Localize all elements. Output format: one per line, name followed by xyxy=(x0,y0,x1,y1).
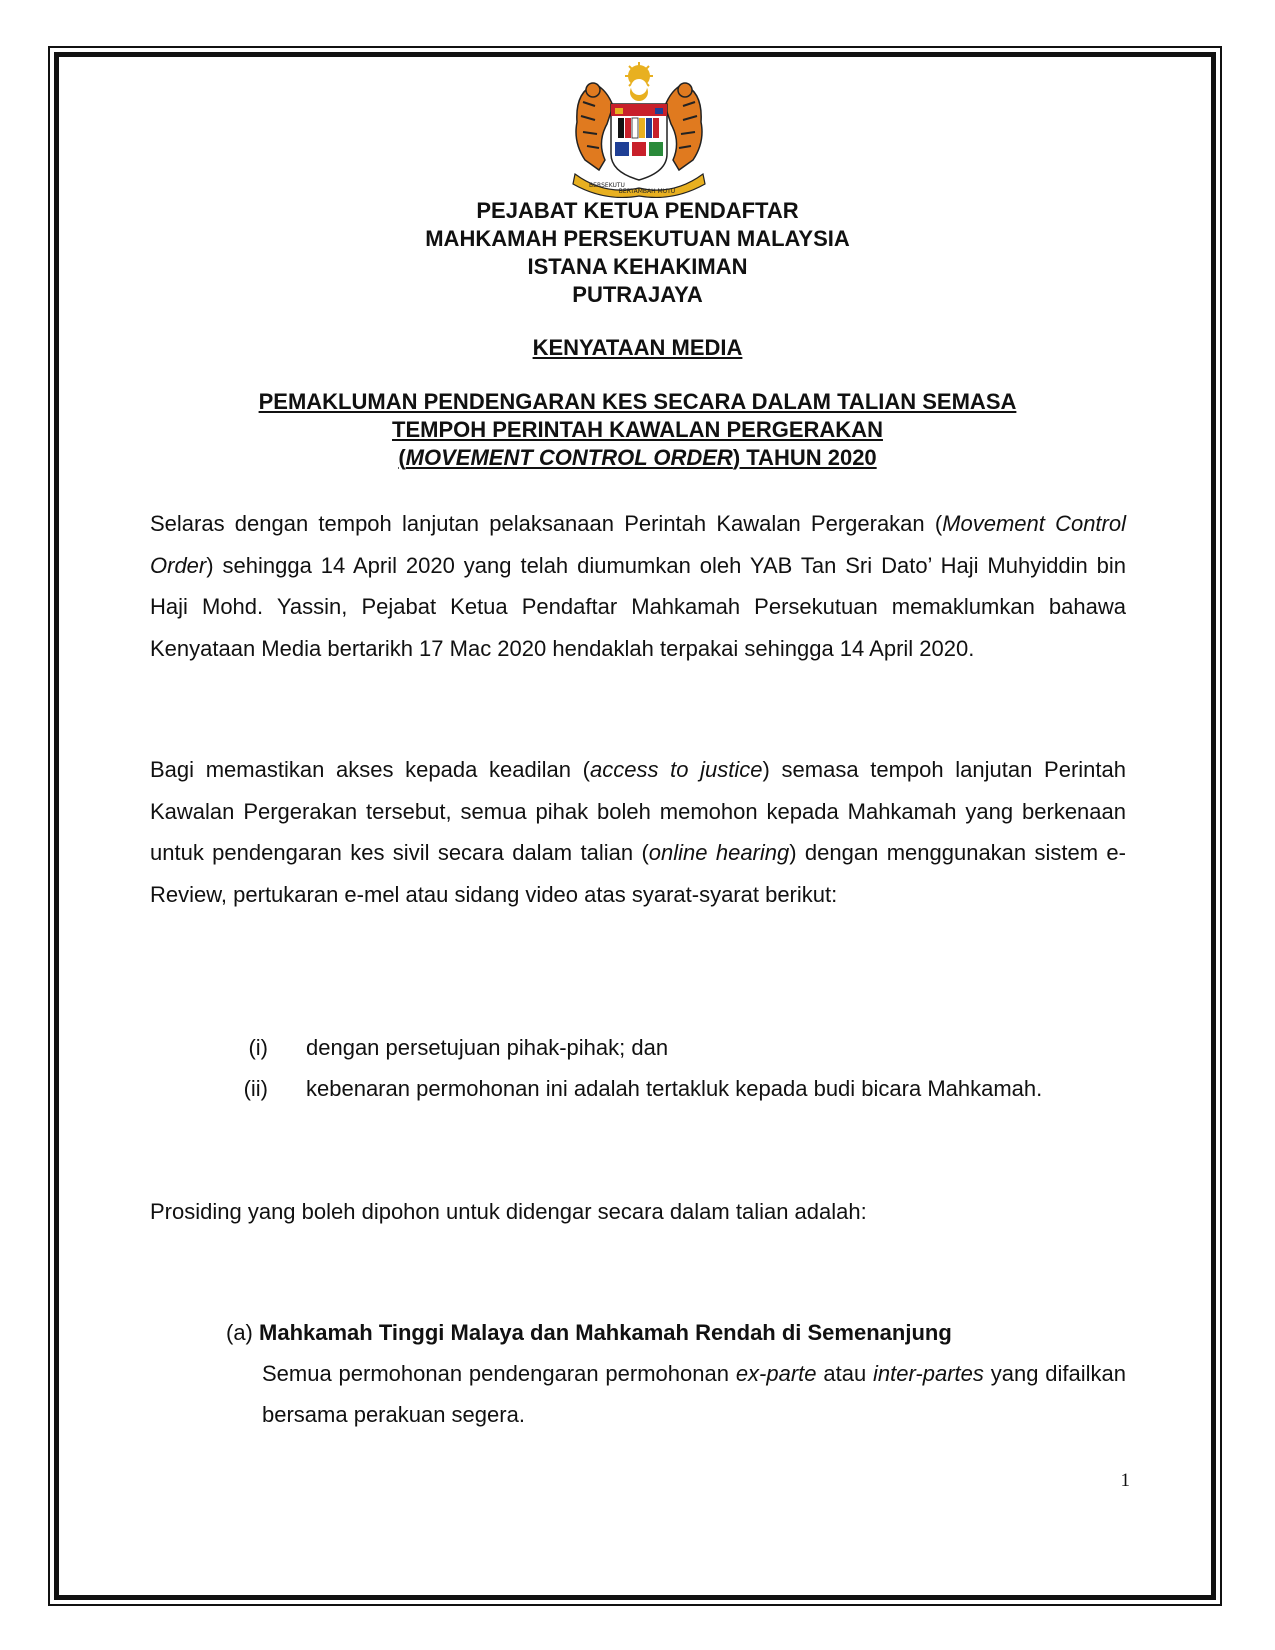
office-header xyxy=(150,197,1125,309)
right-tiger-icon xyxy=(665,83,702,170)
document-type-heading xyxy=(150,334,1125,362)
section-a-heading-row xyxy=(226,1312,1126,1353)
list-item xyxy=(226,1068,1126,1150)
header-line-4: PUTRAJAYA xyxy=(572,282,703,307)
statement-title xyxy=(150,388,1125,472)
shield-icon xyxy=(611,104,667,180)
list-text: dengan persetujuan pihak-pihak; dan xyxy=(306,1035,669,1060)
section-a-heading: Mahkamah Tinggi Malaya dan Mahkamah Rendah di Semenanjung xyxy=(259,1320,952,1345)
motto-right-text: BERTAMBAH MUTU xyxy=(618,188,676,195)
list-text: kebenaran permohonan ini adalah tertakluk kepada budi bicara Mahkamah. xyxy=(306,1076,1043,1101)
coat-of-arms-logo xyxy=(555,62,723,198)
section-a xyxy=(226,1312,1126,1435)
title-line-3: (MOVEMENT CONTROL ORDER) TAHUN 2020 xyxy=(398,445,877,470)
paragraph-3: Prosiding yang boleh dipohon untuk didengar secara dalam talian adalah: xyxy=(150,1199,867,1224)
list-item xyxy=(226,1027,1126,1068)
header-line-1: PEJABAT KETUA PENDAFTAR xyxy=(476,198,799,223)
paragraph-1: Selaras dengan tempoh lanjutan pelaksanaan Perintah Kawalan Pergerakan (Movement Control Order) sehingga 14 April 2020 yang telah diumumkan oleh YAB Tan Sri Dato’ Haji Muhyiddin bin Haji Mohd. Yassin, Pejabat Ketua Pendaftar Mahkamah Persekutuan memaklumkan bahawa Kenyataan Media bertarikh 17 Mac 2020 hendaklah terpakai sehingga 14 April 2020. xyxy=(150,511,1126,661)
section-a-label: (a) xyxy=(226,1320,253,1345)
page-number: 1 xyxy=(1120,1470,1130,1491)
motto-left-text: BERSEKUTU xyxy=(589,182,625,189)
title-line-2: TEMPOH PERINTAH KAWALAN PERGERAKAN xyxy=(392,417,883,442)
paragraph-2: Bagi memastikan akses kepada keadilan (access to justice) semasa tempoh lanjutan Perintah Kawalan Pergerakan tersebut, semua pihak boleh memohon kepada Mahkamah yang berkenaan untuk pendengaran kes sivil secara dalam talian (online hearing) dengan menggunakan sistem e-Review, pertukaran e-mel atau sidang video atas syarat-syarat berikut: xyxy=(150,757,1126,907)
header-line-2: MAHKAMAH PERSEKUTUAN MALAYSIA xyxy=(425,226,850,251)
section-a-body: Semua permohonan pendengaran permohonan ex-parte atau inter-partes yang difailkan bersama perakuan segera. xyxy=(262,1361,1127,1427)
left-tiger-icon xyxy=(576,83,613,170)
header-line-3: ISTANA KEHAKIMAN xyxy=(527,254,748,279)
list-number: (ii) xyxy=(243,1076,268,1101)
document-type-text: KENYATAAN MEDIA xyxy=(532,335,743,360)
title-line-1: PEMAKLUMAN PENDENGARAN KES SECARA DALAM TALIAN SEMASA xyxy=(258,389,1017,414)
list-number: (i) xyxy=(248,1035,268,1060)
crescent-icon xyxy=(630,79,648,101)
